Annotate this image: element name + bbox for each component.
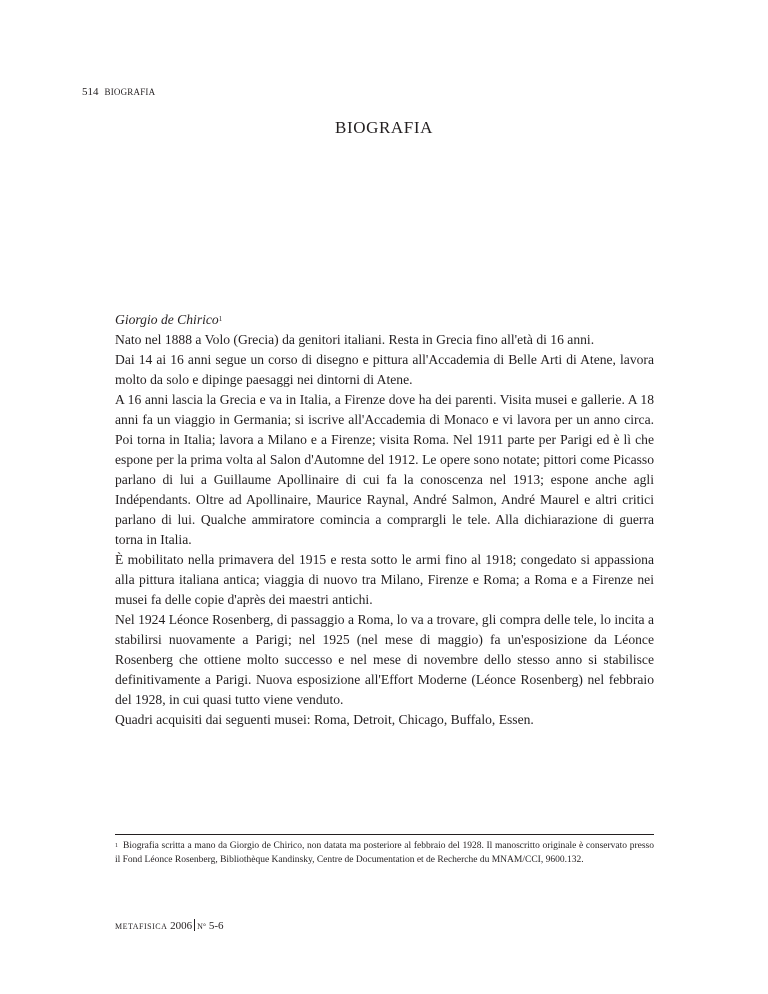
issue-number-label: N° bbox=[197, 922, 207, 931]
author-line bbox=[115, 310, 654, 330]
paragraph-4: È mobilitato nella primavera del 1915 e resta sotto le armi fino al 1918; congedato si appassiona alla pittura italiana antica; viaggia di nuovo tra Milano, Firenze e Roma; a Roma e a Firenze nei musei fa delle copie d'après dei maestri antichi. bbox=[115, 552, 654, 607]
footnote-divider bbox=[115, 834, 654, 835]
page-number: 514 bbox=[82, 86, 99, 98]
footnote-mark: 1 bbox=[115, 843, 118, 849]
paragraph-5: Nel 1924 Léonce Rosenberg, di passaggio a Roma, lo va a trovare, gli compra delle tele, lo incita a stabilirsi nuovamente a Parigi; nel 1925 (nel mese di maggio) fa un'esposizione da Léonce Rosenberg che ottiene molto successo e nel mese di novembre dello stesso anno si stabilisce definitivamente a Parigi. Nuova esposizione all'Effort Moderne (Léonce Rosenberg) nel febbraio del 1928, in cui quasi tutto viene venduto. bbox=[115, 612, 654, 707]
paragraph-6: Quadri acquisiti dai seguenti musei: Roma, Detroit, Chicago, Buffalo, Essen. bbox=[115, 712, 534, 727]
footnote bbox=[115, 839, 654, 867]
paragraph-2: Dai 14 ai 16 anni segue un corso di disegno e pittura all'Accademia di Belle Arti di Atene, lavora molto da solo e dipinge paesaggi nei dintorni di Atene. bbox=[115, 352, 654, 387]
author-name: Giorgio de Chirico bbox=[115, 312, 219, 327]
footer-separator bbox=[194, 919, 195, 931]
issue-number: 5-6 bbox=[208, 920, 224, 932]
journal-footer bbox=[115, 919, 224, 934]
page-title: BIOGRAFIA bbox=[335, 118, 433, 137]
running-head-section: BIOGRAFIA bbox=[104, 87, 156, 97]
running-head bbox=[82, 85, 155, 99]
footnote-text: Biografia scritta a mano da Giorgio de Chirico, non datata ma posteriore al febbraio del 1928. Il manoscritto originale è conservato presso il Fond Léonce Rosenberg, Bibliothèque Kandinsky, Centre de Documentation et de Recherche du MNAM/CCI, 9600.132. bbox=[115, 841, 654, 865]
journal-year: 2006 bbox=[170, 920, 193, 932]
journal-name: METAFISICA bbox=[115, 922, 168, 931]
footnote-reference[interactable]: 1 bbox=[218, 315, 223, 323]
biography-body bbox=[115, 310, 654, 730]
paragraph-1: Nato nel 1888 a Volo (Grecia) da genitori italiani. Resta in Grecia fino all'età di 16 anni. bbox=[115, 332, 595, 347]
paragraph-3: A 16 anni lascia la Grecia e va in Italia, a Firenze dove ha dei parenti. Visita musei e gallerie. A 18 anni fa un viaggio in Germania; si iscrive all'Accademia di Monaco e vi lavora per un anno circa. Poi torna in Italia; lavora a Milano e a Firenze; visita Roma. Nel 1911 parte per Parigi ed è lì che espone per la prima volta al Salon d'Automne del 1912. Le opere sono notate; pittori come Picasso parlano di lui a Guillaume Apollinaire di cui fa la conoscenza nel 1913; espone anche agli Indépendants. Oltre ad Apollinaire, Maurice Raynal, André Salmon, André Maurel e altri critici parlano di lui. Qualche ammiratore comincia a comprargli le tele. Alla dichiarazione di guerra torna in Italia. bbox=[115, 392, 654, 547]
